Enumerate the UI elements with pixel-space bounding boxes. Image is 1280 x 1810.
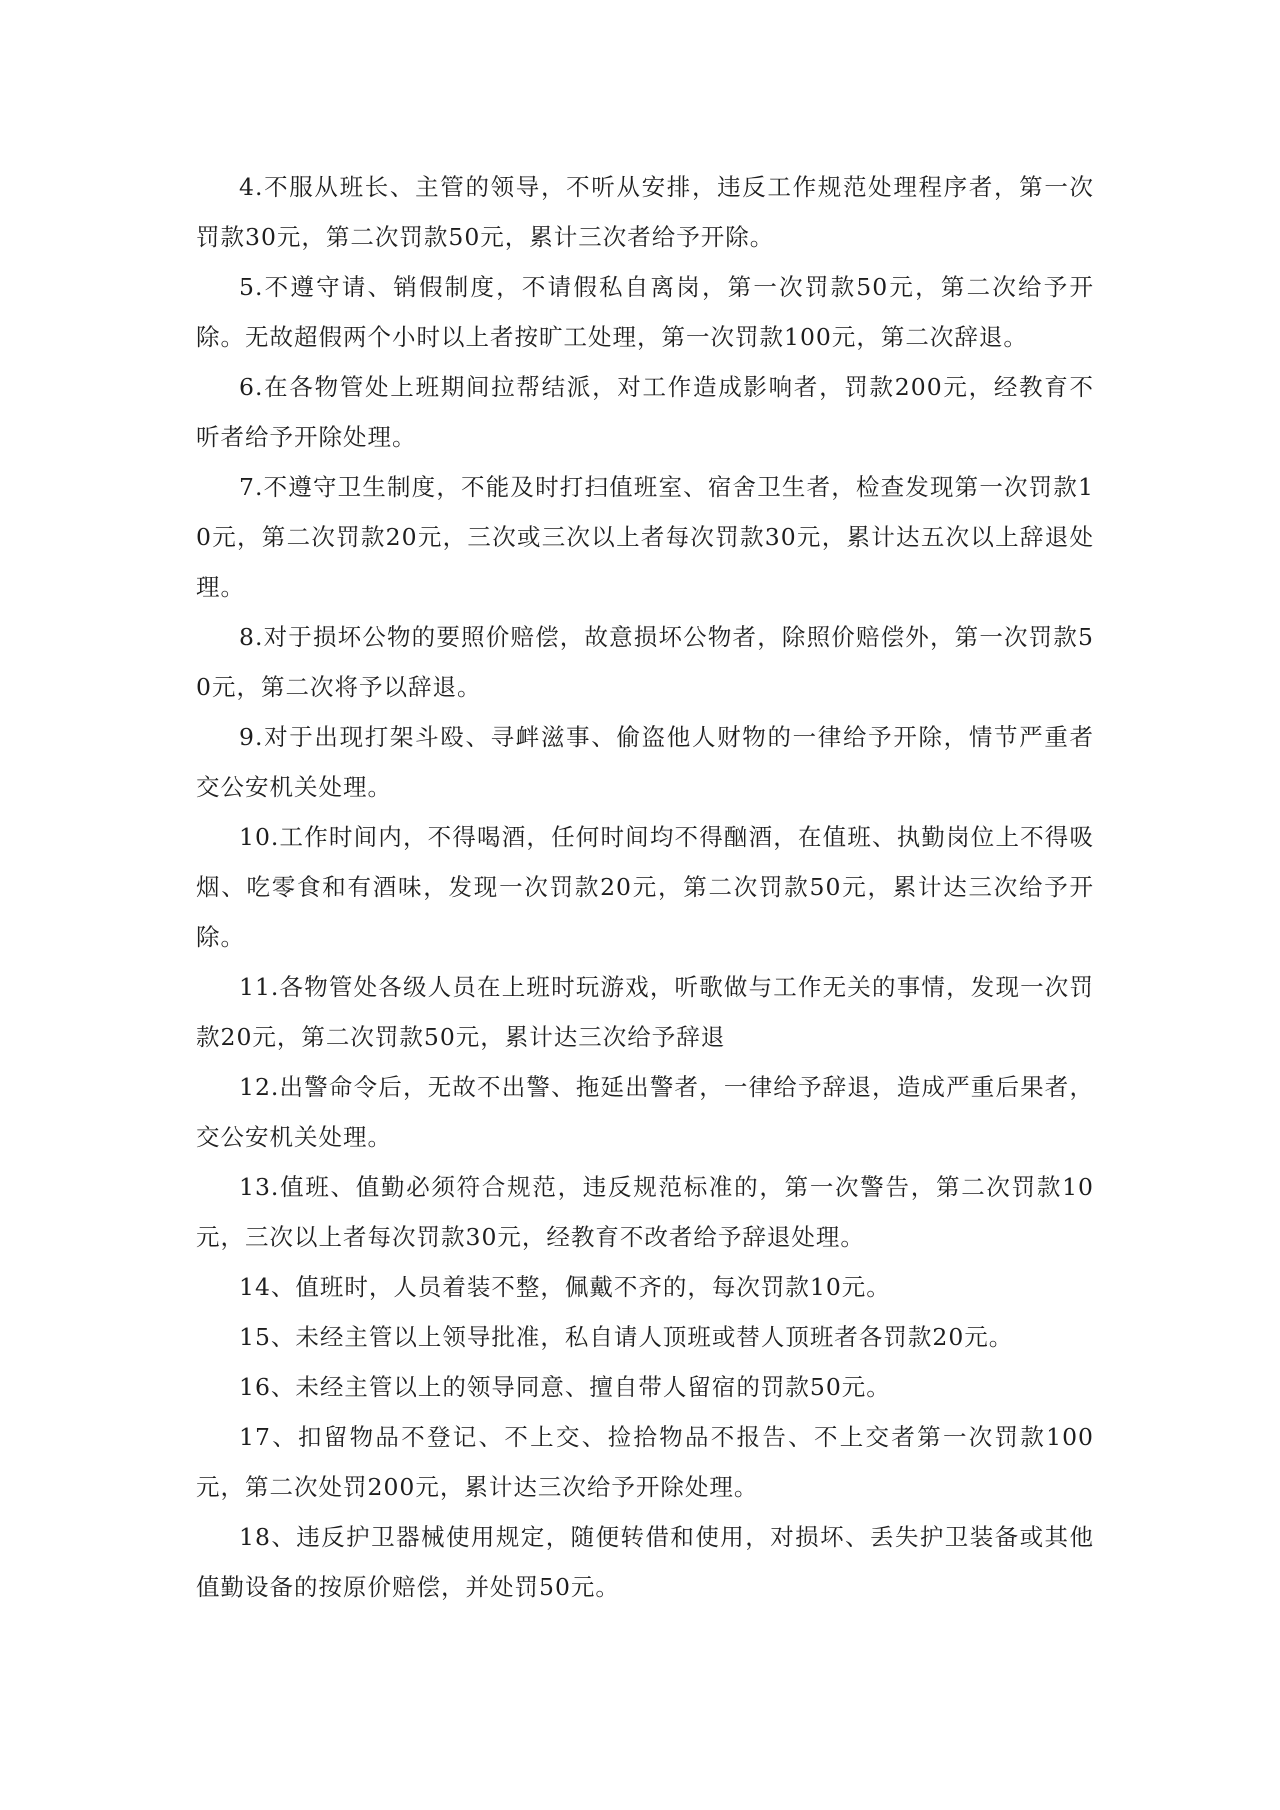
rule-paragraph-9: 9.对于出现打架斗殴、寻衅滋事、偷盗他人财物的一律给予开除，情节严重者交公安机关处理。 [196, 723, 1094, 801]
rule-paragraph-4: 4.不服从班长、主管的领导，不听从安排，违反工作规范处理程序者，第一次罚款30元，第二次罚款50元，累计三次者给予开除。 [196, 173, 1094, 251]
rule-paragraph-14: 14、值班时，人员着装不整，佩戴不齐的，每次罚款10元。 [239, 1273, 891, 1301]
rule-paragraph-13: 13.值班、值勤必须符合规范，违反规范标准的，第一次警告，第二次罚款10元，三次以上者每次罚款30元，经教育不改者给予辞退处理。 [196, 1173, 1094, 1251]
rule-paragraph-7: 7.不遵守卫生制度，不能及时打扫值班室、宿舍卫生者，检查发现第一次罚款10元，第二次罚款20元，三次或三次以上者每次罚款30元，累计达五次以上辞退处理。 [196, 473, 1094, 601]
document-body [196, 162, 1094, 1612]
rule-paragraph-11: 11.各物管处各级人员在上班时玩游戏，听歌做与工作无关的事情，发现一次罚款20元，第二次罚款50元，累计达三次给予辞退 [196, 973, 1094, 1051]
rule-paragraph-6: 6.在各物管处上班期间拉帮结派，对工作造成影响者，罚款200元，经教育不听者给予开除处理。 [196, 373, 1094, 451]
rule-paragraph-18: 18、违反护卫器械使用规定，随便转借和使用，对损坏、丢失护卫装备或其他值勤设备的按原价赔偿，并处罚50元。 [196, 1523, 1094, 1601]
rule-paragraph-10: 10.工作时间内，不得喝酒，任何时间均不得酗酒，在值班、执勤岗位上不得吸烟、吃零食和有酒味，发现一次罚款20元，第二次罚款50元，累计达三次给予开除。 [196, 823, 1094, 951]
rule-paragraph-15: 15、未经主管以上领导批准，私自请人顶班或替人顶班者各罚款20元。 [239, 1323, 1014, 1351]
rule-paragraph-16: 16、未经主管以上的领导同意、擅自带人留宿的罚款50元。 [239, 1373, 891, 1401]
rule-paragraph-8: 8.对于损坏公物的要照价赔偿，故意损坏公物者，除照价赔偿外，第一次罚款50元，第二次将予以辞退。 [196, 623, 1094, 701]
rule-paragraph-5: 5.不遵守请、销假制度，不请假私自离岗，第一次罚款50元，第二次给予开除。无故超假两个小时以上者按旷工处理，第一次罚款100元，第二次辞退。 [196, 273, 1094, 351]
rule-paragraph-12: 12.出警命令后，无故不出警、拖延出警者，一律给予辞退，造成严重后果者，交公安机关处理。 [196, 1073, 1094, 1151]
rule-paragraph-17: 17、扣留物品不登记、不上交、捡拾物品不报告、不上交者第一次罚款100元，第二次处罚200元，累计达三次给予开除处理。 [196, 1423, 1094, 1501]
